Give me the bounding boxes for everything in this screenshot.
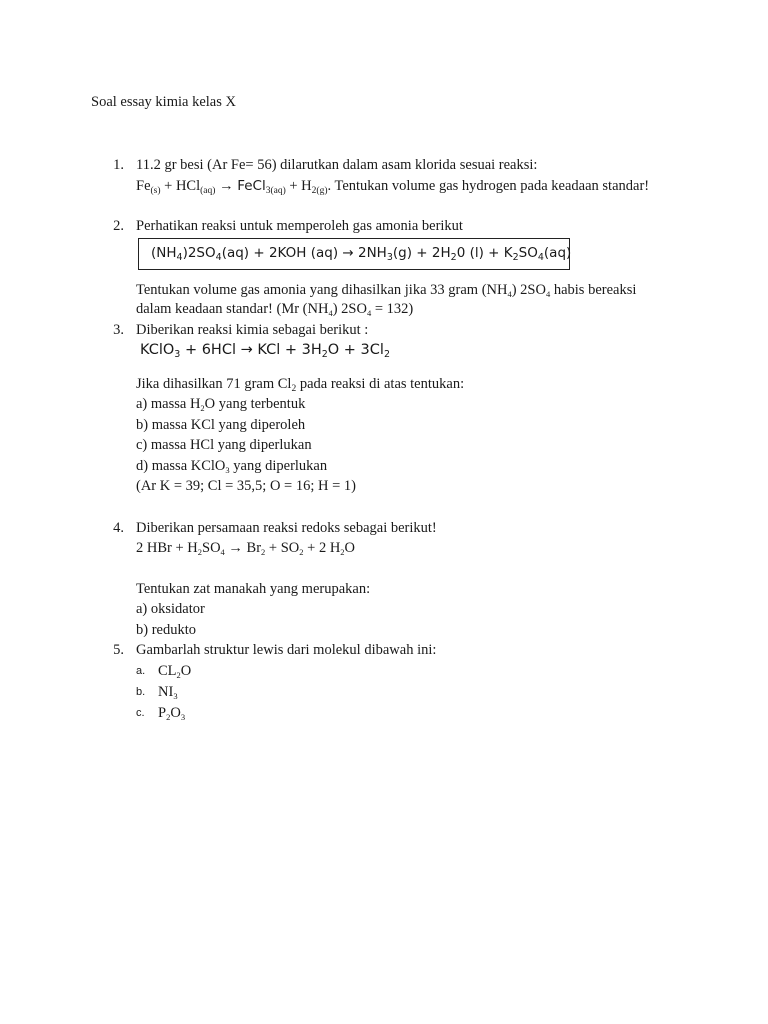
q2-number: 2. — [113, 218, 124, 234]
q2-text: Perhatikan reaksi untuk memperoleh gas amonia berikut — [136, 218, 463, 234]
q4-equation: 2 HBr + $H_2SO_4 \to Br_2 + SO_2 + 2$ $H_2O$ — [136, 540, 356, 557]
q2-paragraph-line2: dalam keadaan standar! (Mr $(NH_4) 2SO_4 = 132$) — [136, 301, 414, 318]
q3-item-c: c) massa HCl yang diperlukan — [136, 437, 312, 453]
page-title: Soal essay kimia kelas X — [91, 94, 236, 110]
q1-number: 1. — [113, 157, 124, 173]
q5-label-a: a. — [136, 665, 146, 677]
q5-label-b: b. — [136, 686, 146, 698]
q3-item-a: a) massa $H_2O$ yang terbentuk — [136, 396, 306, 413]
q5-number: 5. — [113, 642, 124, 658]
q4-number: 4. — [113, 520, 124, 536]
q5-item-c: $P_2O_3$ — [158, 705, 186, 722]
q3-item-b: b) massa KCl yang diperoleh — [136, 417, 306, 433]
q5-item-b: $NI_3$ — [158, 684, 178, 701]
q2-equation-box — [138, 238, 570, 270]
q3-atomic-masses: (Ar K = 39; Cl = 35,5; O = 16; H = 1) — [136, 478, 356, 494]
q4-prompt: Tentukan zat manakah yang merupakan: — [136, 581, 371, 597]
q5-label-c: c. — [136, 707, 145, 719]
q3-text: Diberikan reaksi kimia sebagai berikut : — [136, 322, 369, 338]
q2-equation: $(NH_4)2SO_4(aq) + 2KOH$ $(aq) \to 2NH_3(g) + 2H_20$ $(l) + K_2SO_4(aq)$ — [151, 245, 572, 263]
q3-number: 3. — [113, 322, 124, 338]
q5-text: Gambarlah struktur lewis dari molekul dibawah ini: — [136, 642, 437, 658]
q1-text: 11.2 gr besi (Ar Fe= 56) dilarutkan dalam asam klorida sesuai reaksi: — [136, 157, 538, 173]
q4-option-b: b) redukto — [136, 622, 196, 638]
q4-option-a: a) oksidator — [136, 601, 205, 617]
q3-item-d: d) massa KClO$_3$ yang diperlukan — [136, 458, 328, 475]
q3-equation: KClO$_3$ + 6HCl → KCl + $3H_2O + 3Cl_2$ — [140, 342, 390, 360]
q4-text: Diberikan persamaan reaksi redoks sebagai berikut! — [136, 520, 437, 536]
q5-item-a: $CL_2O$ — [158, 663, 192, 680]
q1-equation: $Fe_{(s)} + HCl_{(aq)}$ → FeCl$_{3(aq)}$ + $H_{2(g)}$. Tentukan volume gas hydrogen pada keadaan standar! — [136, 178, 650, 196]
q2-paragraph-line1: Tentukan volume gas amonia yang dihasilkan jika 33 gram $(NH_4)$ $2SO_4$ habis bereaksi — [136, 282, 637, 299]
q3-condition: Jika dihasilkan 71 gram $Cl_2$ pada reaksi di atas tentukan: — [136, 376, 465, 394]
